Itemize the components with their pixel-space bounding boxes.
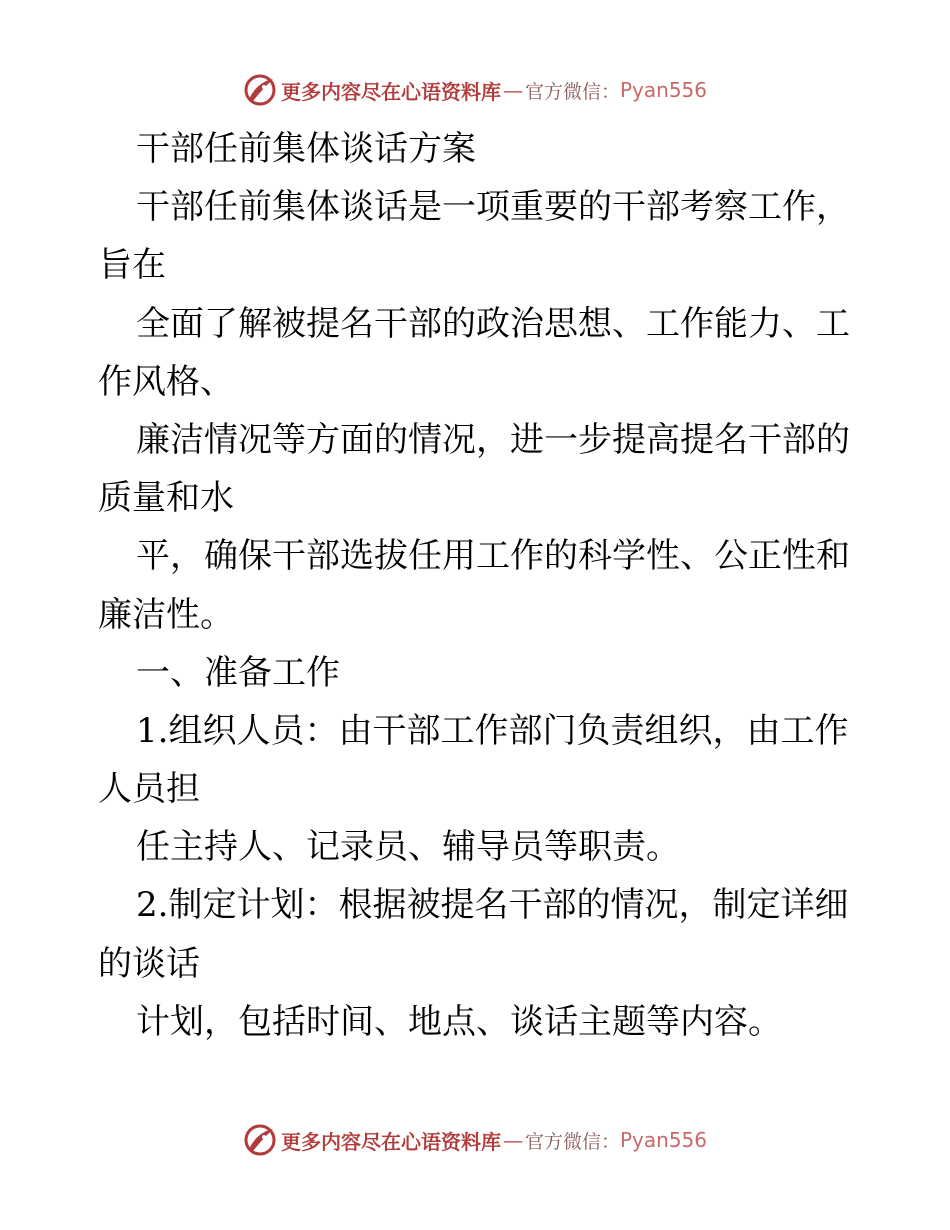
header-banner — [0, 70, 950, 110]
pen-logo-icon — [243, 1123, 277, 1157]
list-item-line: 2.制定计划：根据被提名干部的情况，制定详细 — [136, 885, 849, 926]
document-body — [98, 120, 858, 1051]
paragraph-line: 干部任前集体谈话是一项重要的干部考察工作， — [136, 187, 850, 228]
paragraph-line: 作风格、 — [98, 361, 234, 402]
paragraph-line: 质量和水 — [98, 478, 234, 519]
wechat-id: Pyan556 — [620, 1128, 708, 1152]
section-heading: 一、准备工作 — [136, 652, 340, 693]
wechat-id: Pyan556 — [620, 78, 708, 102]
list-item-line: 1.组织人员：由干部工作部门负责组织，由工作 — [136, 710, 849, 751]
footer-banner — [0, 1120, 950, 1160]
wechat-label: 官方微信： — [524, 80, 620, 103]
paragraph-line: 廉洁性。 — [98, 594, 234, 635]
list-item-line: 任主持人、记录员、辅导员等职责。 — [136, 827, 680, 868]
paragraph-line: 旨在 — [98, 245, 166, 286]
paragraph-line: 全面了解被提名干部的政治思想、工作能力、工 — [136, 303, 850, 344]
list-item-line: 计划，包括时间、地点、谈话主题等内容。 — [136, 1001, 782, 1042]
paragraph-line: 平，确保干部选拔任用工作的科学性、公正性和 — [136, 536, 850, 577]
list-item-line: 的谈话 — [98, 943, 200, 984]
pen-logo-icon — [243, 73, 277, 107]
paragraph-line: 廉洁情况等方面的情况，进一步提高提名干部的 — [136, 419, 850, 460]
banner-dash: — — [502, 78, 523, 102]
wechat-label: 官方微信： — [524, 1130, 620, 1153]
banner-dash: — — [502, 1128, 523, 1152]
list-item-line: 人员担 — [98, 769, 200, 810]
banner-text: 更多内容尽在心语资料库 — [280, 1129, 501, 1154]
document-title: 干部任前集体谈话方案 — [136, 129, 476, 169]
banner-text: 更多内容尽在心语资料库 — [280, 79, 501, 104]
